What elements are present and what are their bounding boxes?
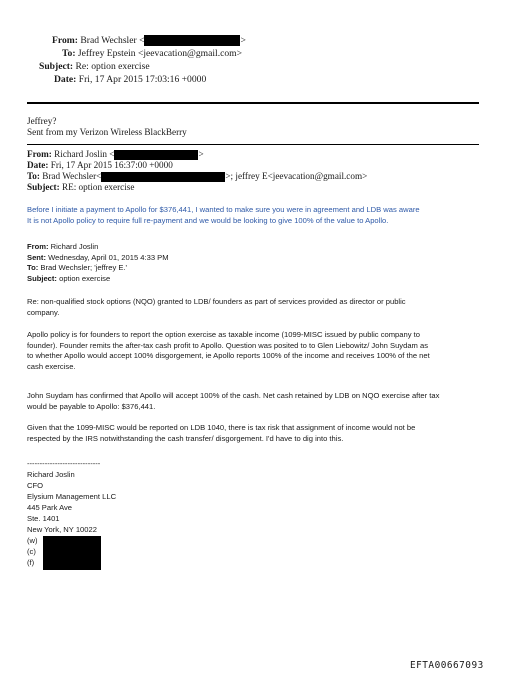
orig-to-line [27, 263, 127, 273]
orig-sent-label: Sent: [27, 252, 46, 262]
outer-date-value: Fri, 17 Apr 2015 17:03:16 +0000 [78, 74, 207, 85]
redaction-bar [114, 150, 198, 160]
inner-from-tail: > [198, 149, 204, 159]
outer-from-value: Brad Wechsler < [80, 35, 145, 46]
orig-to-value: Brad Wechsler; 'jeffrey E.' [40, 263, 127, 272]
orig-sent-line [27, 253, 169, 263]
outer-date-line [54, 73, 206, 86]
bates-number: EFTA00667093 [410, 660, 484, 671]
redaction-bar [101, 172, 225, 182]
inner-from-label: From: [27, 149, 52, 159]
body-p2-line-3: to whether Apollo would accept 100% disgorgement, ie Apollo reports 100% of the income and receives 100% of the net [27, 351, 430, 360]
body-p3-line-1: John Suydam has confirmed that Apollo will accept 100% of the cash. Net cash retained by LDB on NQO exercise after tax [27, 391, 440, 400]
orig-subject-line [27, 274, 110, 284]
inner-to-label: To: [27, 171, 40, 181]
inner-to-tail: >; jeffrey E<jeevacation@gmail.com> [225, 171, 368, 181]
outer-to-label: To: [62, 48, 76, 59]
signature-address-3: New York, NY 10022 [27, 525, 97, 534]
body-p3-line-2: would be payable to Apollo: $376,441. [27, 401, 156, 411]
body-p4-line-2: respected by the IRS notwithstanding the cash transfer/ disgorgement. I'd have to dig into this. [27, 433, 344, 443]
orig-to-label: To: [27, 263, 39, 272]
outer-subject-value: Re: option exercise [75, 61, 150, 72]
inner-subject-label: Subject: [27, 182, 60, 192]
body-p2-line-4: cash exercise. [27, 361, 76, 371]
orig-subject-value: option exercise [59, 273, 111, 283]
signature-phone-w: (w) [27, 536, 38, 545]
orig-subject-label: Subject: [27, 273, 57, 283]
body-p4-line-1: Given that the 1099-MISC would be reported on LDB 1040, there is tax risk that assignment of income would not be [27, 423, 416, 432]
signature-company: Elysium Management LLC [27, 492, 117, 501]
inner-date-value: Fri, 17 Apr 2015 16:37:00 +0000 [50, 160, 173, 170]
body-p1-line-2: company. [27, 307, 60, 317]
signature-name: Richard Joslin [27, 470, 75, 479]
outer-from-label: From: [52, 35, 78, 46]
inner-from-value: Richard Joslin < [54, 149, 115, 159]
inner-subject-line [27, 182, 134, 194]
outer-from-tail: > [240, 35, 246, 46]
outer-from-line [52, 34, 246, 47]
redaction-block [43, 536, 101, 570]
inner-subject-value: RE: option exercise [61, 182, 135, 192]
reply-line-2: Sent from my Verizon Wireless BlackBerry [27, 127, 187, 137]
inner-to-value: Brad Wechsler< [42, 171, 102, 181]
signature-address-1: 445 Park Ave [27, 503, 73, 512]
quote-divider [27, 144, 479, 145]
signature-phone-c: (c) [27, 547, 36, 556]
outer-subject-label: Subject: [39, 61, 74, 72]
orig-from-label: From: [27, 242, 49, 251]
blue-note-line-1: Before I initiate a payment to Apollo for $376,441, I wanted to make sure you were in agreement and LDB was aware [27, 205, 420, 214]
body-p2-line-2: founder). Founder remits the after-tax cash profit to Apollo. Question was posited to to Glen Liebowitz/ John Suydam as [27, 340, 428, 350]
body-p2-line-1: Apollo policy is for founders to report the option exercise as taxable income (1099-MISC issued by public company to [27, 330, 420, 339]
blue-note-line-2: It is not Apollo policy to require full re-payment and we would be looking to give 100% of the value to Apollo. [27, 216, 389, 225]
body-p1-line-1: Re: non-qualified stock options (NQO) granted to LDB/ founders as part of services provided as director or public [27, 297, 406, 306]
signature-title: CFO [27, 481, 44, 490]
outer-to-value: Jeffrey Epstein <jeevacation@gmail.com> [77, 48, 243, 59]
orig-from-value: Richard Joslin [50, 242, 99, 251]
outer-subject-line [39, 60, 150, 73]
signature-separator: ----------------------------- [27, 459, 101, 468]
outer-date-label: Date: [54, 74, 77, 85]
reply-line-1: Jeffrey? [27, 116, 57, 126]
signature-address-2: Ste. 1401 [27, 514, 60, 523]
outer-to-line [62, 47, 242, 60]
inner-date-label: Date: [27, 160, 49, 170]
orig-from-line [27, 242, 98, 252]
redaction-bar [144, 35, 240, 46]
signature-phone-f: (f) [27, 558, 35, 567]
header-divider [27, 102, 479, 104]
orig-sent-value: Wednesday, April 01, 2015 4:33 PM [48, 252, 169, 262]
